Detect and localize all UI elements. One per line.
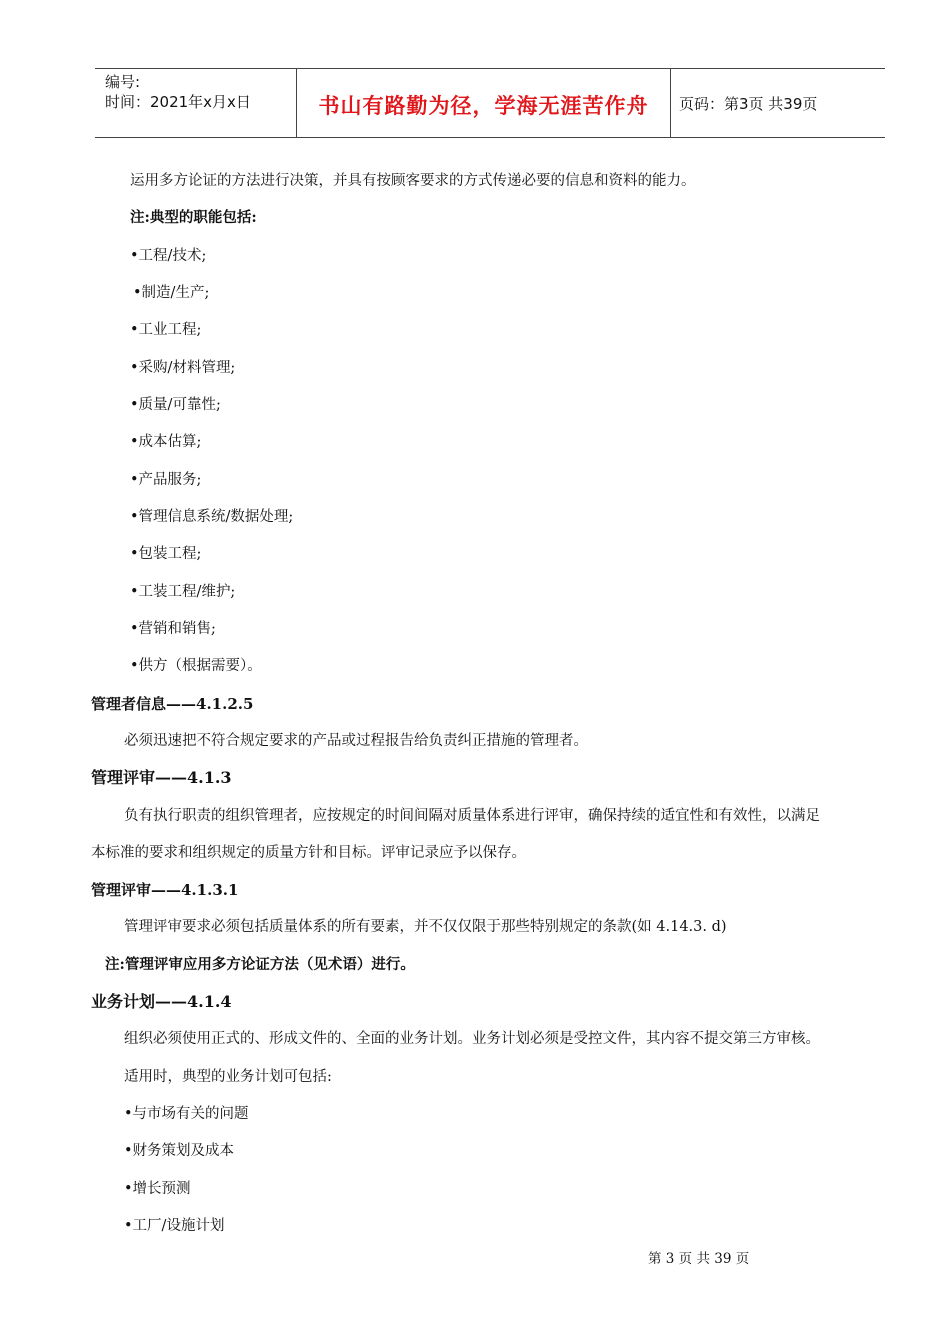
section-heading: 管理者信息——4.1.2.5 (91, 695, 254, 713)
intro-text: 运用多方论证的方法进行决策，并具有按顾客要求的方式传递必要的信息和资料的能力。 (130, 173, 696, 189)
list-item: •与市场有关的问题 (124, 1106, 249, 1122)
list-item: •工业工程; (130, 322, 202, 338)
page-footer: 第 3 页 共 39 页 (648, 1251, 750, 1267)
section-heading: 管理评审——4.1.3 (91, 768, 232, 787)
serial-label: 编号: (105, 73, 141, 91)
list-item: •成本估算; (130, 434, 202, 450)
list-item: •工程/技术; (130, 248, 207, 264)
section-text: 必须迅速把不符合规定要求的产品或过程报告给负责纠正措施的管理者。 (124, 733, 588, 749)
list-item: •财务策划及成本 (124, 1143, 235, 1159)
note-title: 注:典型的职能包括: (130, 209, 257, 226)
motto: 书山有路勤为径，学海无涯苦作舟 (318, 93, 649, 118)
time-label: 时间：2021年x月x日 (105, 93, 251, 111)
section-text: 负有执行职责的组织管理者，应按规定的时间间隔对质量体系进行评审，确保持续的适宜性和有效性，以满足 (124, 808, 820, 824)
list-item: •工厂/设施计划 (124, 1218, 225, 1234)
header-info-cell (95, 69, 296, 137)
section-text: 组织必须使用正式的、形成文件的、全面的业务计划。业务计划必须是受控文件，其内容不提交第三方审核。 (124, 1031, 820, 1047)
list-item: •包装工程; (130, 546, 202, 562)
list-item: •营销和销售; (130, 621, 216, 637)
list-item: •供方（根据需要）。 (130, 658, 262, 674)
section-heading: 管理评审——4.1.3.1 (91, 881, 239, 899)
list-item: •制造/生产; (133, 285, 210, 301)
section-text: 本标准的要求和组织规定的质量方针和目标。评审记录应予以保存。 (91, 845, 526, 861)
page-header (95, 68, 885, 138)
list-item: •产品服务; (130, 472, 202, 488)
list-item: •增长预测 (124, 1181, 191, 1197)
section-text: 管理评审要求必须包括质量体系的所有要素，并不仅仅限于那些特别规定的条款(如 4.14.3. d) (124, 919, 727, 935)
header-page-cell (670, 69, 885, 137)
page-code: 页码：第3页 共39页 (679, 95, 818, 113)
list-item: •采购/材料管理; (130, 360, 236, 376)
header-motto-cell (296, 69, 671, 137)
section-text: 适用时，典型的业务计划可包括: (124, 1069, 332, 1085)
list-item: •管理信息系统/数据处理; (130, 509, 294, 525)
list-item: •工装工程/维护; (130, 584, 236, 600)
list-item: •质量/可靠性; (130, 397, 221, 413)
section-heading: 业务计划——4.1.4 (91, 992, 232, 1011)
section-note: 注:管理评审应用多方论证方法（见术语）进行。 (105, 956, 415, 973)
